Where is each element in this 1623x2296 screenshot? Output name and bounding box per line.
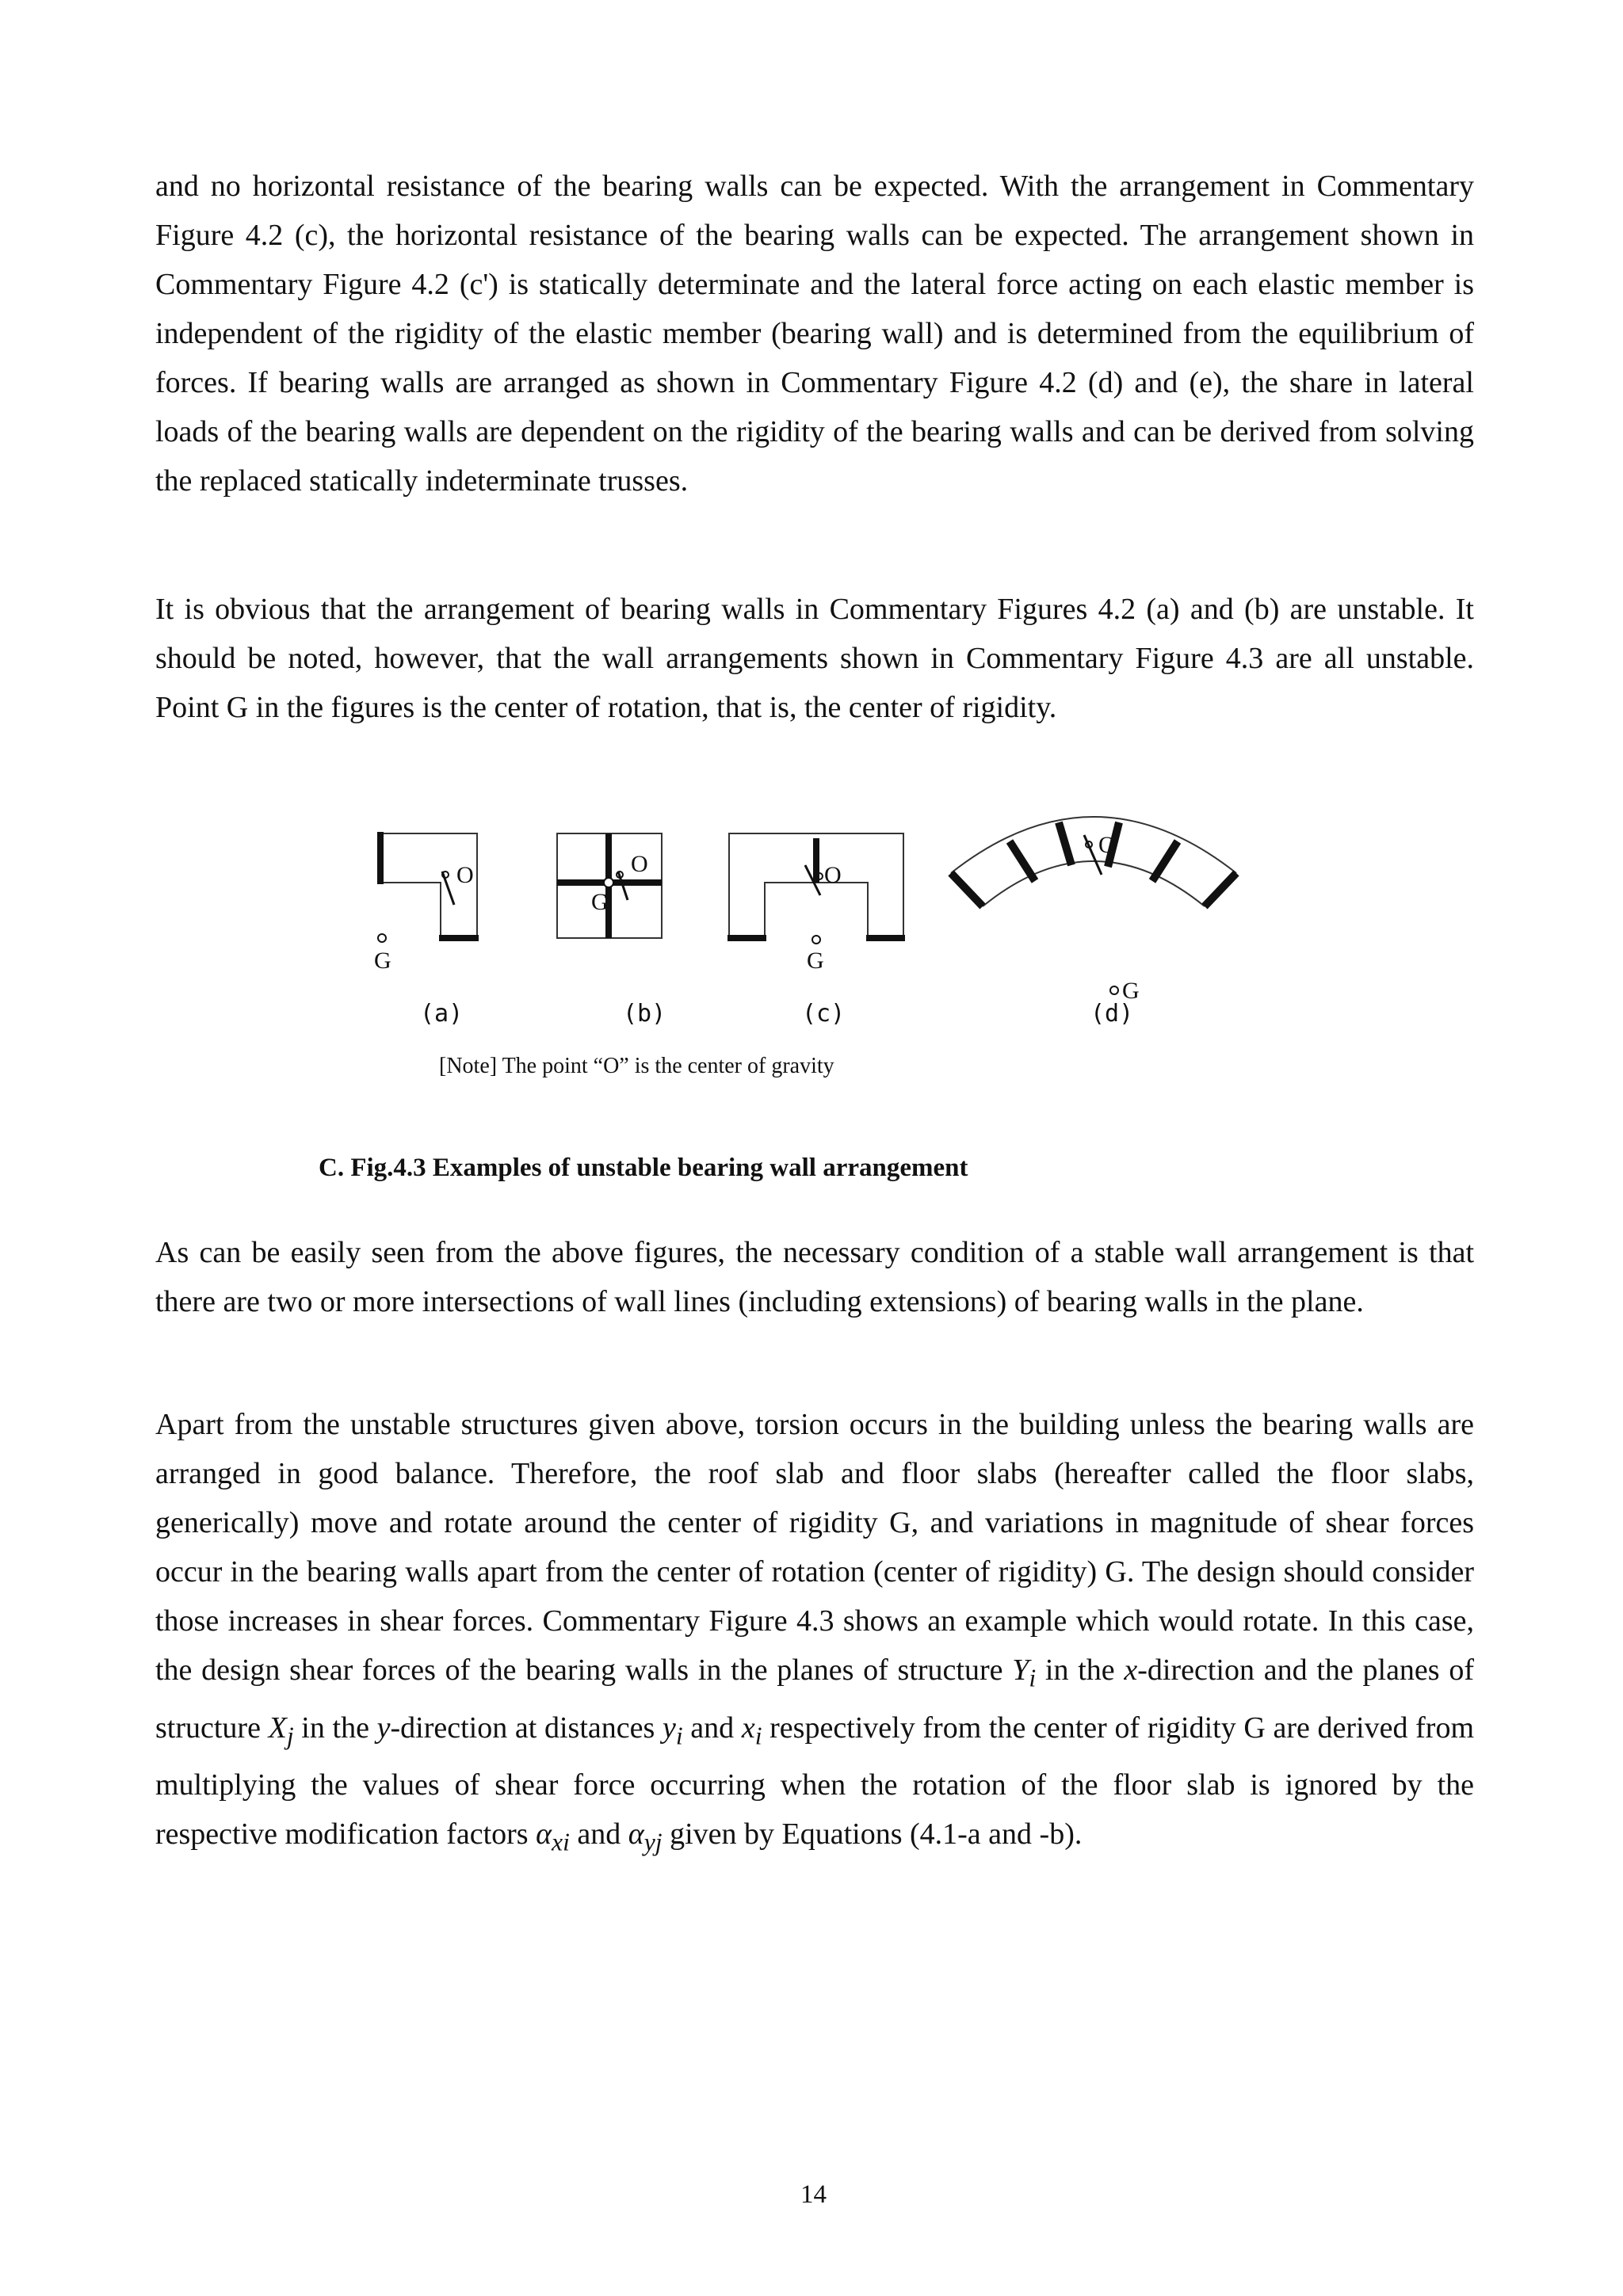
p4-text-2: in the [1036, 1653, 1125, 1687]
wall-d-5 [1152, 841, 1178, 881]
label-g-d: G [1122, 978, 1140, 1004]
wall-d-1 [951, 873, 983, 906]
sub-j: j [286, 1722, 294, 1750]
diagram-a [374, 832, 479, 974]
var-y: y [376, 1711, 391, 1745]
label-o-b: O [631, 851, 648, 877]
wall-d-3 [1059, 822, 1071, 865]
var-X: X [268, 1711, 287, 1745]
label-o-a: O [456, 862, 474, 888]
figure-caption: C. Fig.4.3 Examples of unstable bearing wall arrangement [319, 1154, 968, 1182]
paragraph-2: It is obvious that the arrangement of bearing walls in Commentary Figures 4.2 (a) and (b) are unstable. It should be noted, however, that the wall arrangements shown in Commentary Figure 4.3 are all unstable. Point G in the figures is the center of rotation, that is, the center of rigidity. [155, 593, 1474, 724]
arc-inner-d [983, 861, 1205, 906]
diagram-d [951, 817, 1236, 1004]
wall-d-2 [1010, 841, 1035, 881]
sub-i-1: i [1029, 1664, 1037, 1692]
p4-text-3: -direction and the planes of structure [155, 1653, 1474, 1745]
figure-label-b: (b) [623, 1000, 666, 1028]
p4-text-4: in the [293, 1711, 377, 1745]
figure-label-a: (a) [420, 1000, 464, 1028]
p4-text-8: and [569, 1817, 628, 1852]
p4-text-9: given by Equations (4.1-a and -b). [662, 1817, 1083, 1852]
label-o-c: O [824, 862, 842, 888]
figure-note: [Note] The point “O” is the center of gravity [439, 1054, 834, 1078]
wall-d-6 [1205, 873, 1236, 906]
arc-outer-d [951, 817, 1236, 873]
label-o-d: O [1098, 832, 1116, 858]
label-g-c: G [807, 948, 824, 974]
sub-i-2: i [675, 1722, 683, 1750]
p4-text-5: -direction at distances [390, 1711, 663, 1745]
p4-text-6: and [682, 1711, 742, 1745]
center-rigidity-a [378, 934, 386, 942]
paragraph-1: and no horizontal resistance of the bearing walls can be expected. With the arrangement in Commentary Figure 4.2 (c), the horizontal resistance of the bearing walls can be expected. The arrangement shown in Commentary Figure 4.2 (c') is statically determinate and the lateral force acting on each elastic member is independent of the rigidity of the elastic member (bearing wall) and is determined from the equilibrium of forces. If bearing walls are arranged as shown in Commentary Figure 4.2 (d) and (e), the share in lateral loads of the bearing walls are dependent on the rigidity of the bearing walls and can be derived from solving the replaced statically indeterminate trusses. [155, 170, 1474, 498]
sub-i-3: i [754, 1722, 762, 1750]
center-rigidity-b [604, 878, 613, 887]
label-g-b: G [591, 889, 609, 915]
center-rigidity-c [812, 936, 820, 944]
var-x: x [1124, 1653, 1138, 1687]
alpha-2: α [628, 1817, 644, 1852]
alpha-1: α [536, 1817, 552, 1852]
p4-text-7: respectively from the center of rigidity G are derived from multiplying the values of shear force occurring when the rotation of the floor slab is ignored by the respective modification factors [155, 1711, 1475, 1852]
figure-label-c: (c) [802, 1000, 846, 1028]
diagram-c [727, 833, 905, 974]
paragraph-4 [155, 1400, 1474, 1867]
sub-xi: xi [552, 1828, 570, 1856]
p4-text-1: Apart from the unstable structures given above, torsion occurs in the building unless the bearing walls are arranged in good balance. Therefore, the roof slab and floor slabs (hereafter called the floor slabs, generically) move and rotate around the center of rigidity G, and variations in magnitude of shear forces occur in the bearing walls apart from the center of rotation (center of rigidity) G. The design should consider those increases in shear forces. Commentary Figure 4.3 shows an example which would rotate. In this case, the design shear forces of the bearing walls in the planes of structure [155, 1408, 1474, 1687]
page-number: 14 [800, 2180, 827, 2209]
diagram-b [557, 833, 662, 938]
figure-label-d: (d) [1090, 1000, 1134, 1028]
var-yi: y [662, 1711, 676, 1745]
center-rigidity-d [1110, 986, 1118, 994]
var-Y: Y [1012, 1653, 1029, 1687]
paragraph-3: As can be easily seen from the above figures, the necessary condition of a stable wall arrangement is that there are two or more intersections of wall lines (including extensions) of bearing walls in the plane. [155, 1236, 1474, 1318]
label-g-a: G [374, 948, 391, 974]
var-xi: x [741, 1711, 755, 1745]
sub-yj: yj [643, 1828, 663, 1856]
